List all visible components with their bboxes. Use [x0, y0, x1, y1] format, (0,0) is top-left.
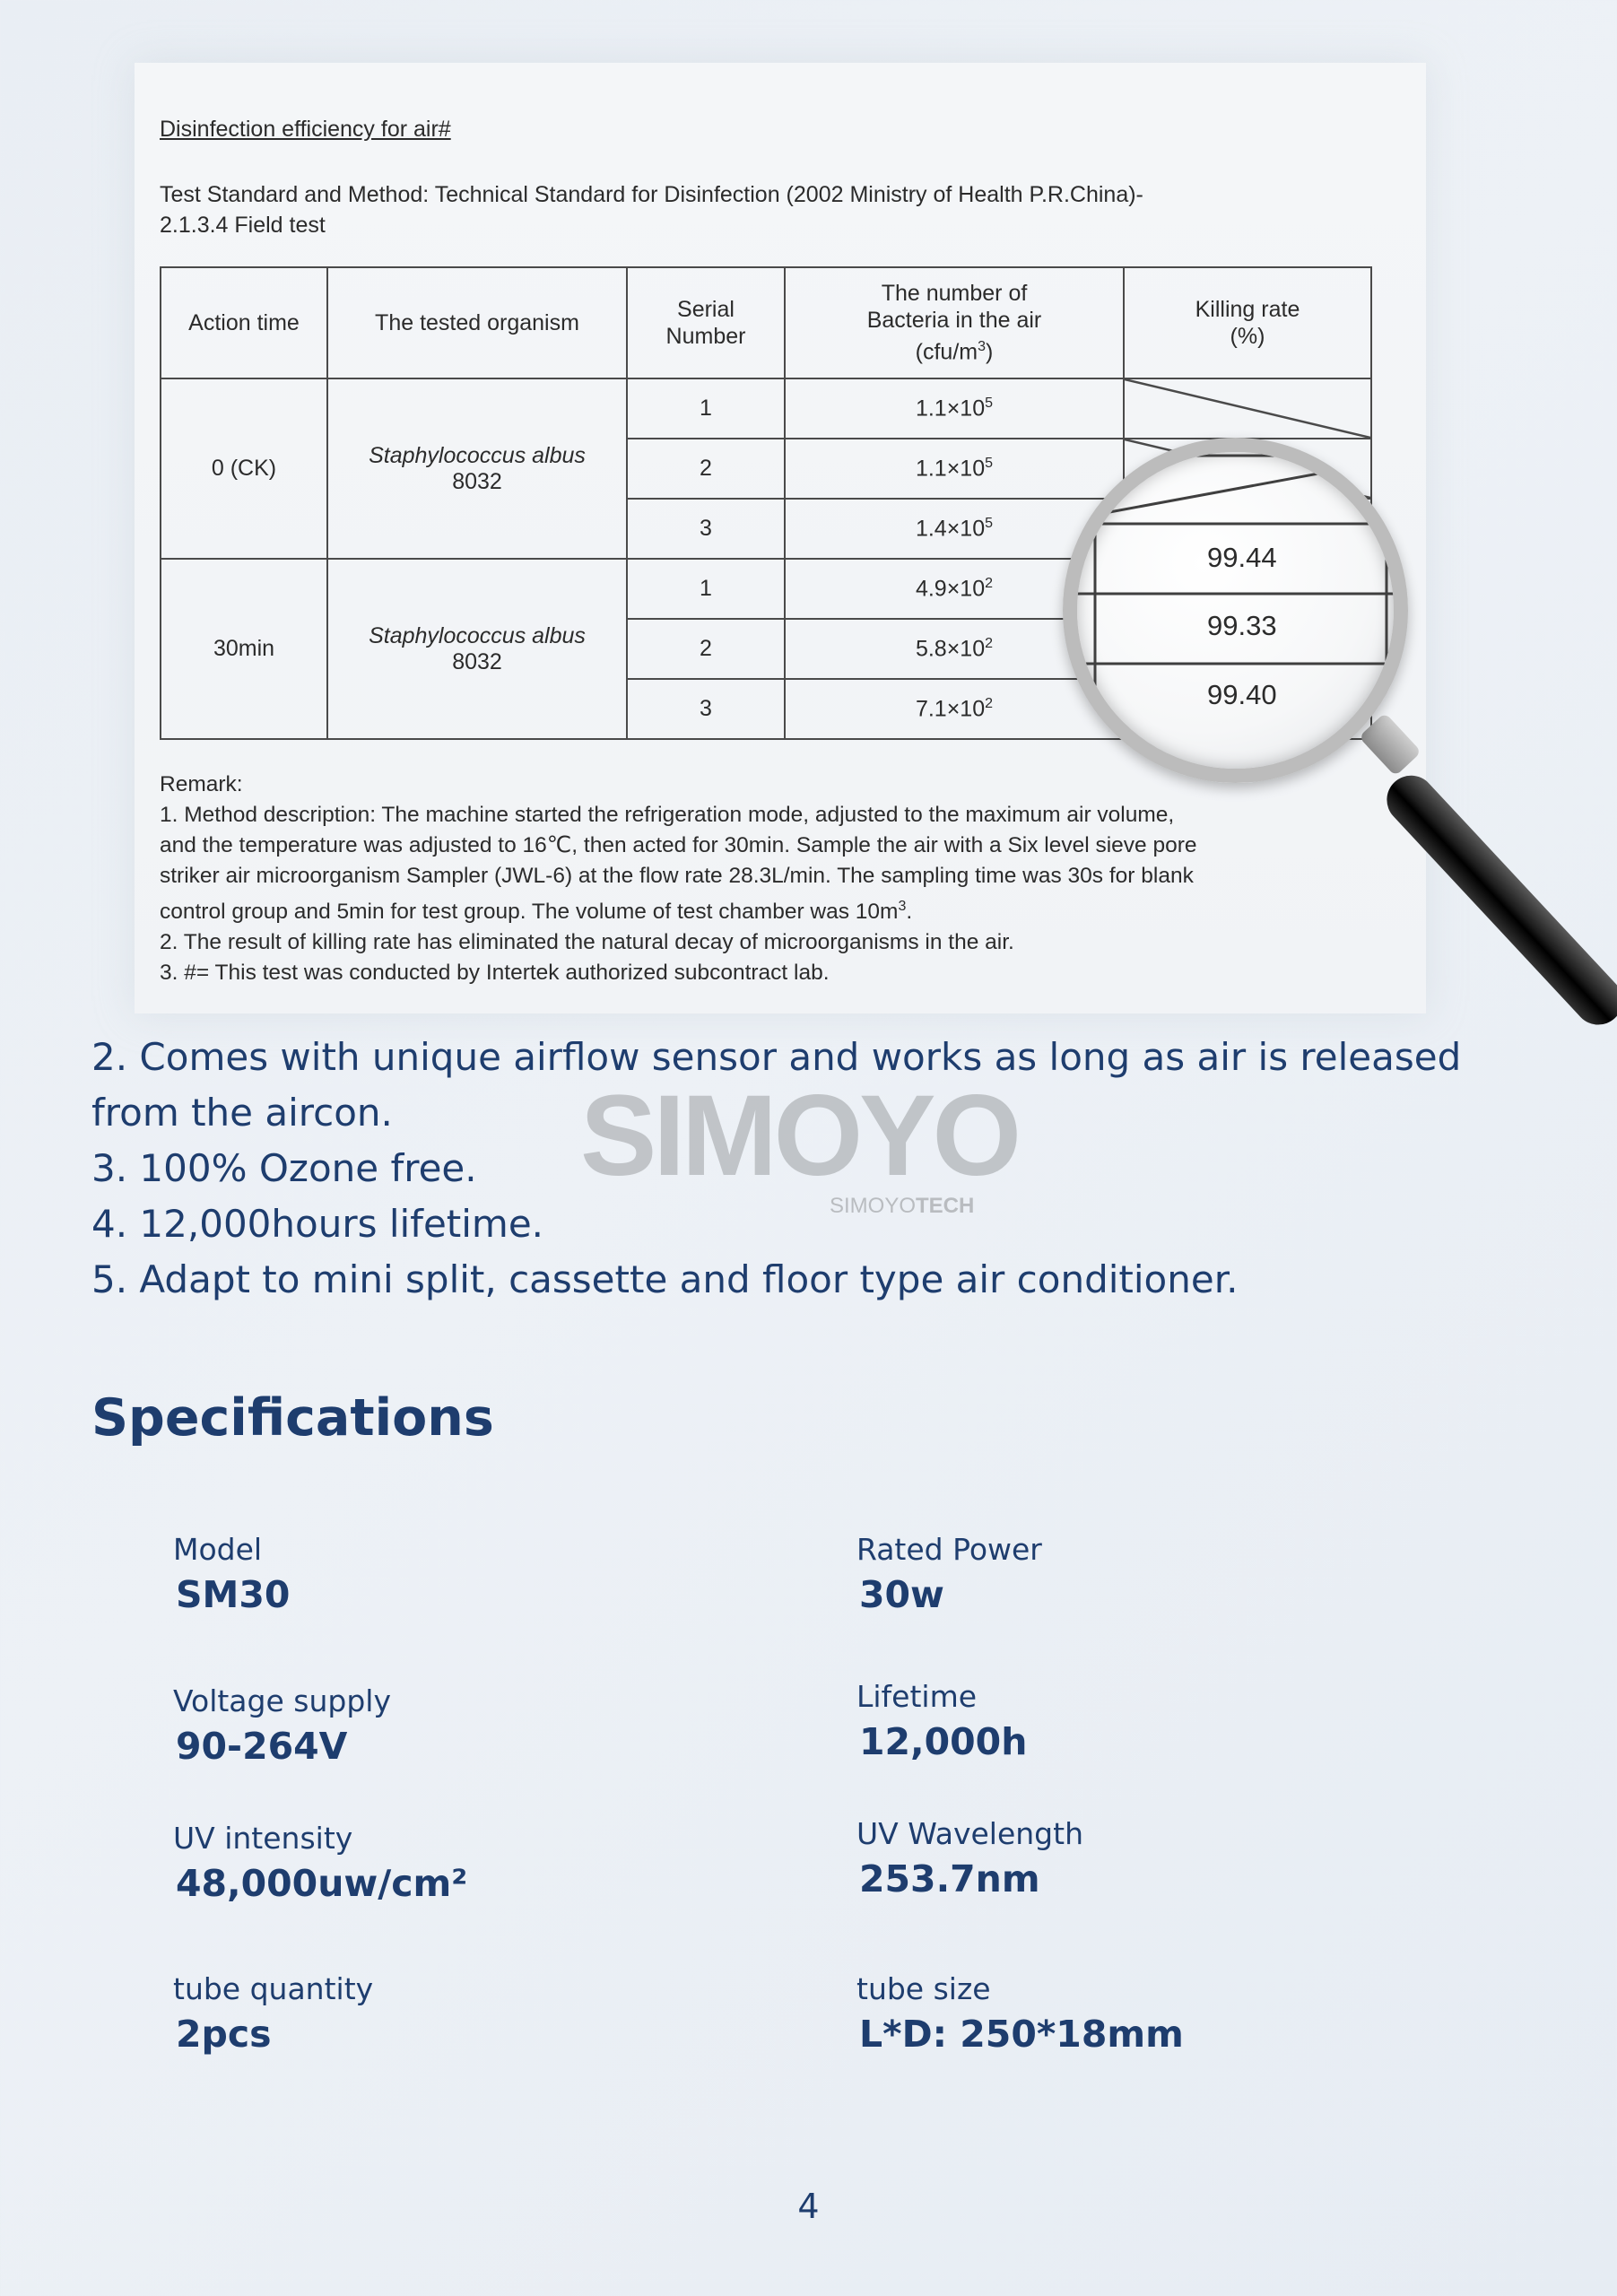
header-organism: The tested organism	[327, 267, 627, 378]
table-row	[161, 378, 1371, 439]
table-header-row	[161, 267, 1371, 378]
serial-cell: 1	[627, 378, 785, 439]
action-time-cell: 0 (CK)	[161, 378, 327, 559]
bacteria-cell: $1.1\times 10^5$	[785, 439, 1124, 499]
serial-cell: 3	[627, 499, 785, 559]
spec-rated-power: Rated Power 30w	[856, 1532, 1042, 1616]
bacteria-cell: $1.4\times 10^5$	[785, 499, 1124, 559]
page-number: 4	[797, 2187, 820, 2226]
killing-rate-value: 99.33	[1207, 610, 1277, 641]
feature-item: 4. 12,000hours lifetime.	[91, 1202, 544, 1246]
serial-cell: 1	[627, 559, 785, 619]
bacteria-cell: $4.9\times 10^2$	[785, 559, 1124, 619]
watermark-sub: SIMOYOTECH	[830, 1194, 975, 1218]
spec-lifetime: Lifetime 12,000h	[856, 1679, 1028, 1763]
spec-tube-quantity: tube quantity 2pcs	[173, 1971, 374, 2056]
watermark-brand: SIMOYO	[580, 1074, 1019, 1200]
spec-uv-wavelength: UV Wavelength 253.7nm	[856, 1816, 1083, 1900]
test-standard: Test Standard and Method: Technical Standard for Disinfection (2002 Ministry of Health P.R.China)- 2.1.3.4 Field test	[160, 182, 1143, 238]
magnifier-lens	[1063, 438, 1408, 783]
spec-voltage: Voltage supply 90-264V	[173, 1683, 391, 1768]
bacteria-cell: $1.1\times 10^5$	[785, 378, 1124, 439]
remarks: Remark: 1. Method description: The machine started the refrigeration mode, adjusted to the maximum air volume, and the temperature was adjusted to 16℃, then acted for 30min. Sample the air with a Six level sieve pore striker air microorganism Sampler (JWL-6) at the flow rate 28.3L/min. The sampling time was 30s for blank control group and 5min for test group. The volume of test chamber was $10m^3$. 2. The result of killing rate has eliminated the natural decay of microorganisms in the air. 3. #= This test was conducted by Intertek authorized subcontract lab.	[160, 772, 1197, 986]
killing-rate-value: 99.44	[1207, 542, 1277, 573]
specifications-title: Specifications	[91, 1388, 494, 1448]
serial-cell: 2	[627, 439, 785, 499]
killing-rate-empty	[1124, 378, 1371, 439]
feature-item: 5. Adapt to mini split, cassette and floor type air conditioner.	[91, 1257, 1239, 1301]
serial-cell: 2	[627, 619, 785, 679]
feature-item: 2. Comes with unique airflow sensor and works as long as air is released	[91, 1035, 1462, 1079]
report-title: Disinfection efficiency for air#	[160, 117, 451, 142]
simoyo-watermark-logo	[578, 1074, 1045, 1218]
header-action-time: Action time	[161, 267, 327, 378]
spec-tube-size: tube size L*D: 250*18mm	[856, 1971, 1184, 2056]
feature-item: from the aircon.	[91, 1091, 393, 1135]
organism-cell: Staphylococcus albus 8032	[327, 559, 627, 739]
header-bacteria: The number of Bacteria in the air $(cfu/m^3)$	[785, 267, 1124, 378]
serial-cell: 3	[627, 679, 785, 739]
bacteria-cell: $5.8\times 10^2$	[785, 619, 1124, 679]
bacteria-cell: $7.1\times 10^2$	[785, 679, 1124, 739]
spec-model: Model SM30	[173, 1532, 291, 1616]
organism-cell: Staphylococcus albus 8032	[327, 378, 627, 559]
spec-uv-intensity: UV intensity 48,000uw/cm²	[173, 1821, 468, 1905]
header-killing-rate: Killing rate (%)	[1124, 267, 1371, 378]
header-serial: Serial Number	[627, 267, 785, 378]
action-time-cell: 30min	[161, 559, 327, 739]
killing-rate-value: 99.40	[1207, 679, 1277, 710]
feature-item: 3. 100% Ozone free.	[91, 1146, 477, 1190]
